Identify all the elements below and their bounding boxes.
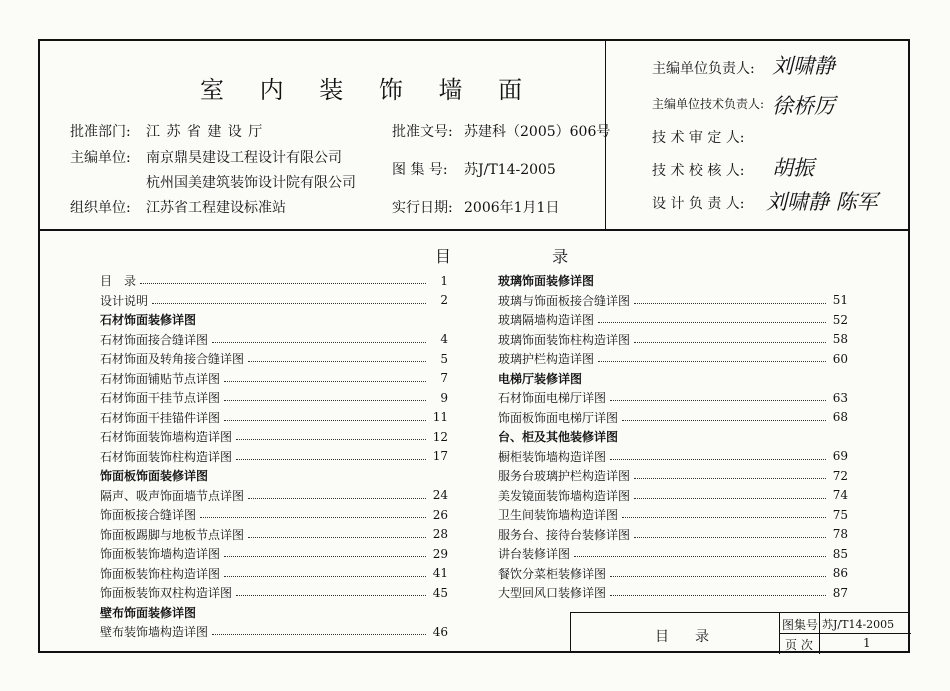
toc-page-number: 41: [432, 566, 448, 581]
toc-leader-dots: [236, 439, 426, 440]
toc-page-number: 52: [832, 312, 848, 327]
atlas-no: 苏J/T14-2005: [464, 162, 556, 178]
toc-entry: [100, 427, 448, 447]
title-block: [570, 612, 910, 653]
toc-entry: [100, 525, 448, 545]
toc-entry: [100, 447, 448, 467]
toc-leader-dots: [610, 459, 826, 460]
toc-page-number: 1: [440, 273, 448, 288]
toc-leader-dots: [224, 420, 426, 421]
toc-entry: [498, 466, 848, 486]
toc-entry-title: 服务台、接待台装修详图: [498, 527, 631, 542]
toc-entry-title: 饰面板饰面装修详图: [100, 469, 209, 484]
title-block-page-value: 1: [863, 636, 871, 650]
toc-leader-dots: [224, 576, 426, 577]
toc-entry: [498, 583, 848, 603]
toc-entry-title: 石材饰面电梯厅详图: [498, 391, 607, 406]
toc-entry: [100, 564, 448, 584]
toc-page-number: 87: [832, 585, 848, 600]
title-block-atlas-value: 苏J/T14-2005: [822, 618, 895, 631]
toc-entry: [100, 291, 448, 311]
toc-entry-title: 服务台玻璃护栏构造详图: [498, 469, 631, 484]
toc-entry-title: 石材饰面接合缝详图: [100, 332, 209, 347]
toc-leader-dots: [248, 498, 426, 499]
toc-entry: [498, 388, 848, 408]
editor-unit-label: 主编单位:: [70, 150, 131, 166]
toc-leader-dots: [248, 361, 426, 362]
toc-leader-dots: [212, 342, 426, 343]
toc-entry: [498, 310, 848, 330]
toc-page-number: 75: [832, 507, 848, 522]
toc-page-number: 11: [432, 410, 448, 425]
chief-tech-signature: 徐桥厉: [772, 94, 835, 118]
checker-label: 技 术 校 核 人:: [652, 163, 745, 179]
toc-leader-dots: [610, 595, 826, 596]
toc-page-number: 51: [832, 293, 848, 308]
toc-page-number: 78: [832, 527, 848, 542]
toc-page-number: 7: [440, 371, 448, 386]
toc-leader-dots: [634, 342, 826, 343]
toc-entry: [498, 525, 848, 545]
toc-leader-dots: [140, 283, 426, 284]
toc-leader-dots: [622, 517, 826, 518]
toc-entry: [498, 564, 848, 584]
toc-entry: [498, 349, 848, 369]
toc-leader-dots: [236, 595, 426, 596]
designer-label: 设 计 负 责 人:: [652, 196, 745, 212]
toc-entry: [498, 291, 848, 311]
toc-entry: [498, 447, 848, 467]
editor-unit-1: 南京鼎昊建设工程设计有限公司: [146, 150, 342, 166]
toc-entry-title: 壁布装饰墙构造详图: [100, 625, 209, 640]
toc-page-number: 68: [832, 410, 848, 425]
toc-page-number: 28: [432, 527, 448, 542]
toc-leader-dots: [634, 303, 826, 304]
document-title: 室 内 装 饰 墙 面: [200, 76, 537, 104]
toc-leader-dots: [634, 478, 826, 479]
toc-page-number: 4: [440, 332, 448, 347]
toc-leader-dots: [236, 459, 426, 460]
editor-unit-2: 杭州国美建筑装饰设计院有限公司: [146, 175, 356, 191]
toc-leader-dots: [598, 361, 826, 362]
org-unit-label: 组织单位:: [70, 200, 131, 216]
toc-entry-title: 饰面板装饰墙构造详图: [100, 547, 221, 562]
toc-entry-title: 饰面板踢脚与地板节点详图: [100, 527, 245, 542]
toc-leader-dots: [610, 576, 826, 577]
toc-entry: [100, 505, 448, 525]
toc-leader-dots: [224, 381, 426, 382]
toc-page-number: 46: [432, 624, 448, 639]
toc-page-number: 12: [432, 429, 448, 444]
toc-entry: [100, 583, 448, 603]
toc-entry-title: 设计说明: [100, 293, 149, 308]
toc-entry-title: 饰面板饰面电梯厅详图: [498, 410, 619, 425]
toc-entry: [498, 486, 848, 506]
reviewer-label: 技 术 审 定 人:: [652, 130, 745, 146]
toc-page-number: 58: [832, 332, 848, 347]
toc-entry: [498, 505, 848, 525]
title-block-name: 目 录: [655, 629, 715, 645]
toc-entry-title: 玻璃与饰面板接合缝详图: [498, 293, 631, 308]
toc-entry: [498, 544, 848, 564]
toc-entry-title: 饰面板装饰双柱构造详图: [100, 586, 233, 601]
toc-page-number: 9: [440, 390, 448, 405]
designer-signature: 刘啸静 陈军: [766, 190, 878, 214]
toc-entry-title: 石材饰面铺贴节点详图: [100, 371, 221, 386]
toc-entry-title: 卫生间装饰墙构造详图: [498, 508, 619, 523]
toc-page-number: 60: [832, 351, 848, 366]
toc-entry: [100, 388, 448, 408]
toc-page-number: 86: [832, 566, 848, 581]
toc-page-number: 26: [432, 507, 448, 522]
org-unit: 江苏省工程建设标准站: [146, 200, 286, 216]
toc-entry: [498, 330, 848, 350]
toc-section-heading: [100, 310, 448, 330]
atlas-no-label: 图 集 号:: [392, 162, 448, 178]
toc-entry: [100, 486, 448, 506]
toc-entry: [100, 544, 448, 564]
toc-entry-title: 台、柜及其他装修详图: [498, 430, 619, 445]
toc-entry-title: 饰面板装饰柱构造详图: [100, 566, 221, 581]
toc-leader-dots: [224, 400, 426, 401]
toc-page-number: 2: [440, 293, 448, 308]
toc-entry-title: 石材饰面及转角接合缝详图: [100, 352, 245, 367]
toc-left-column: [100, 271, 448, 642]
toc-entry-title: 讲台装修详图: [498, 547, 571, 562]
toc-page-number: 69: [832, 449, 848, 464]
chief-editor-signature: 刘啸静: [772, 54, 835, 78]
toc-section-heading: [498, 427, 848, 447]
chief-editor-label: 主编单位负责人:: [652, 61, 755, 77]
approval-doc-label: 批准文号:: [392, 124, 453, 140]
toc-entry-title: 电梯厅装修详图: [498, 371, 583, 386]
toc-entry-title: 玻璃饰面装饰柱构造详图: [498, 332, 631, 347]
toc-entry-title: 橱柜装饰墙构造详图: [498, 449, 607, 464]
toc-section-heading: [498, 369, 848, 389]
toc-page-number: 72: [832, 468, 848, 483]
toc-entry-title: 石材饰面干挂锚件详图: [100, 410, 221, 425]
toc-entry-title: 玻璃饰面装修详图: [498, 274, 595, 289]
toc-entry-title: 石材饰面装修详图: [100, 313, 197, 328]
toc-title: 目 录: [435, 247, 617, 266]
toc-page-number: 63: [832, 390, 848, 405]
toc-leader-dots: [622, 420, 826, 421]
toc-entry: [100, 271, 448, 291]
title-block-page-label: 页 次: [785, 638, 813, 652]
toc-leader-dots: [152, 303, 426, 304]
toc-entry-title: 美发镜面装饰墙构造详图: [498, 488, 631, 503]
toc-entry-title: 石材饰面装饰柱构造详图: [100, 449, 233, 464]
toc-entry-title: 壁布饰面装修详图: [100, 605, 197, 620]
toc-entry: [100, 622, 448, 642]
toc-entry-title: 玻璃隔墙构造详图: [498, 313, 595, 328]
toc-entry: [100, 408, 448, 428]
toc-page-number: 85: [832, 546, 848, 561]
toc-section-heading: [100, 603, 448, 623]
toc-entry: [100, 330, 448, 350]
approval-doc: 苏建科（2005）606号: [464, 124, 611, 140]
toc-leader-dots: [574, 556, 826, 557]
toc-leader-dots: [634, 498, 826, 499]
toc-page-number: 74: [832, 488, 848, 503]
chief-tech-label: 主编单位技术负责人:: [652, 97, 765, 111]
toc-right-column: [498, 271, 848, 603]
toc-entry-title: 目 录: [100, 274, 137, 289]
approval-dept-label: 批准部门:: [70, 124, 131, 140]
toc-leader-dots: [200, 517, 426, 518]
approval-dept: 江 苏 省 建 设 厅: [146, 124, 264, 140]
toc-entry-title: 饰面板接合缝详图: [100, 508, 197, 523]
toc-entry: [100, 369, 448, 389]
toc-section-heading: [498, 271, 848, 291]
toc-leader-dots: [634, 537, 826, 538]
toc-leader-dots: [610, 400, 826, 401]
title-block-atlas-label: 图集号: [782, 618, 819, 632]
effective-date-label: 实行日期:: [392, 200, 453, 216]
toc-leader-dots: [598, 322, 826, 323]
toc-page-number: 5: [440, 351, 448, 366]
toc-entry: [498, 408, 848, 428]
toc-entry-title: 大型回风口装修详图: [498, 586, 607, 601]
toc-page-number: 45: [432, 585, 448, 600]
toc-page-number: 24: [432, 488, 448, 503]
toc-section-heading: [100, 466, 448, 486]
toc-leader-dots: [224, 556, 426, 557]
toc-entry-title: 餐饮分菜柜装修详图: [498, 566, 607, 581]
toc-leader-dots: [248, 537, 426, 538]
toc-entry-title: 石材饰面装饰墙构造详图: [100, 430, 233, 445]
effective-date: 2006年1月1日: [464, 200, 560, 216]
toc-page-number: 17: [432, 449, 448, 464]
toc-entry-title: 石材饰面干挂节点详图: [100, 391, 221, 406]
toc-leader-dots: [212, 634, 426, 635]
toc-entry: [100, 349, 448, 369]
toc-entry-title: 玻璃护栏构造详图: [498, 352, 595, 367]
toc-page-number: 29: [432, 546, 448, 561]
checker-signature: 胡振: [772, 156, 814, 180]
toc-entry-title: 隔声、吸声饰面墙节点详图: [100, 488, 245, 503]
